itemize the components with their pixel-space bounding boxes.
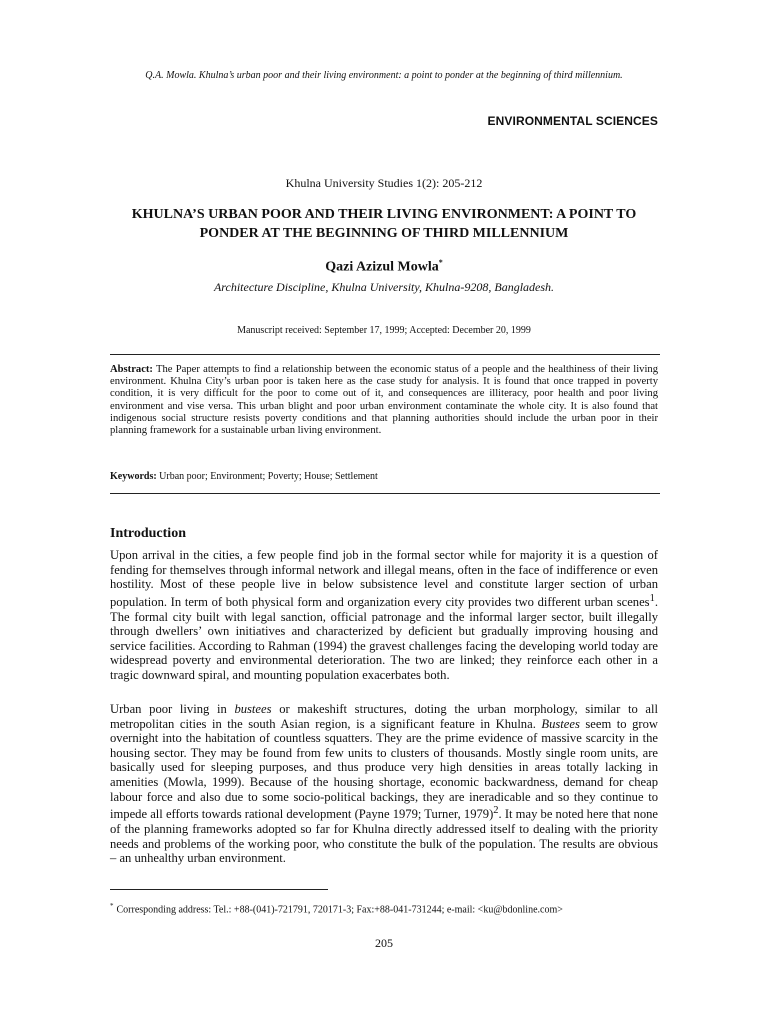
- footnote-ref-1: 1: [649, 592, 655, 604]
- abstract-bottom-rule: [110, 493, 660, 494]
- paragraph-text: Urban poor living in: [110, 702, 235, 716]
- paragraph-text: or makeshift structures, doting the urban morphology, similar to all metropolitan cities in the south Asian region, is a significant feature in Khulna.: [110, 702, 658, 731]
- author-name: Qazi Azizul Mowla: [325, 259, 439, 275]
- section-label: ENVIRONMENTAL SCIENCES: [487, 114, 658, 128]
- abstract-block: [110, 364, 658, 437]
- running-head: Q.A. Mowla. Khulna’s urban poor and their living environment: a point to ponder at the beginning of third millennium.: [145, 70, 623, 81]
- introduction-paragraph-2: [110, 702, 658, 866]
- paragraph-text: Upon arrival in the cities, a few people find job in the formal sector while for majority it is a question of fending for themselves through informal network and illegal means, often in the face of indifference or even hostility. Most of these people live in below subsistence level and constitute larger section of urban population. In term of both physical form and organization every city provides two different urban scenes: [110, 548, 658, 609]
- footnote-ref-2: 2: [493, 805, 499, 817]
- paragraph-text: . The formal city built with legal sanction, official patronage and the informal larger sector, built illegally through dwellers’ own initiatives and characterized by deficient but gradually improving housing and service facilities. According to Rahman (1994) the gravest challenges facing the developing world today are widespread poverty and environmental deterioration. The two are linked; they reinforce each other in a tragic downward spiral, and mounting population exacerbates both.: [110, 594, 658, 682]
- author-affiliation: Architecture Discipline, Khulna University, Khulna-9208, Bangladesh.: [213, 280, 555, 294]
- abstract-label: Abstract:: [110, 364, 153, 375]
- author-footnote-mark: *: [438, 258, 443, 267]
- page-number: 205: [375, 936, 393, 950]
- footnote-text: Corresponding address: Tel.: +88-(041)-721791, 720171-3; Fax:+88-041-731244; e-mail: <ku@bdonline.com>: [116, 904, 563, 916]
- keywords-text: Urban poor; Environment; Poverty; House; Settlement: [159, 471, 378, 482]
- keywords-line: [110, 471, 658, 482]
- paragraph-text: seem to grow overnight into the habitation of countless squatters. They are the prime evidence of massive scarcity in the housing sector. They may be found from few units to clusters of thousands. Mostly single room units, are basically used for sleeping purposes, and thus produce very high densities in areas totally lacking in amenities (Mowla, 1999). Because of the housing shortage, economic backwardness, demand for cheap labour force and also due to some socio-political backings, they are ineradicable and so they continue to impede all efforts towards rational development (Payne 1979; Turner, 1979): [110, 716, 658, 822]
- author-line: [0, 258, 768, 276]
- keywords-label: Keywords:: [110, 471, 157, 482]
- manuscript-dates: Manuscript received: September 17, 1999; Accepted: December 20, 1999: [237, 325, 531, 336]
- journal-citation: Khulna University Studies 1(2): 205-212: [285, 176, 483, 190]
- paragraph-text: . It may be noted here that none of the planning frameworks adopted so far for Khulna directly addressed itself to dealing with the priority needs and problems of the working poor, who constitute the bulk of the population. The results are obvious – an unhealthy urban environment.: [110, 807, 659, 866]
- introduction-paragraph-1: [110, 548, 658, 683]
- abstract-text: The Paper attempts to find a relationship between the economic status of a people and the healthiness of their living environment. Khulna City’s urban poor is taken here as the case study for analysis. It is found that once trapped in poverty condition, it is very difficult for the poor to come out of it, and consequences are illiteracy, poor health and poor living environment and vise versa. This urban blight and poor urban environment contaminate the whole city. It is also found that indigenous social structure resists poverty conditions and that planning authorities should include the urban poor in their planning framework for a sustainable urban living environment.: [110, 364, 659, 437]
- footnote-mark: *: [110, 902, 114, 910]
- footnote: [110, 902, 670, 915]
- section-heading-introduction: Introduction: [110, 526, 186, 541]
- abstract-top-rule: [110, 354, 660, 355]
- paper-title: KHULNA’S URBAN POOR AND THEIR LIVING ENVIRONMENT: A POINT TO PONDER AT THE BEGINNING OF THIRD MILLENNIUM: [131, 207, 637, 241]
- footnote-rule: [110, 889, 328, 890]
- italic-term: Bustees: [541, 716, 580, 731]
- italic-term: bustees: [234, 702, 272, 716]
